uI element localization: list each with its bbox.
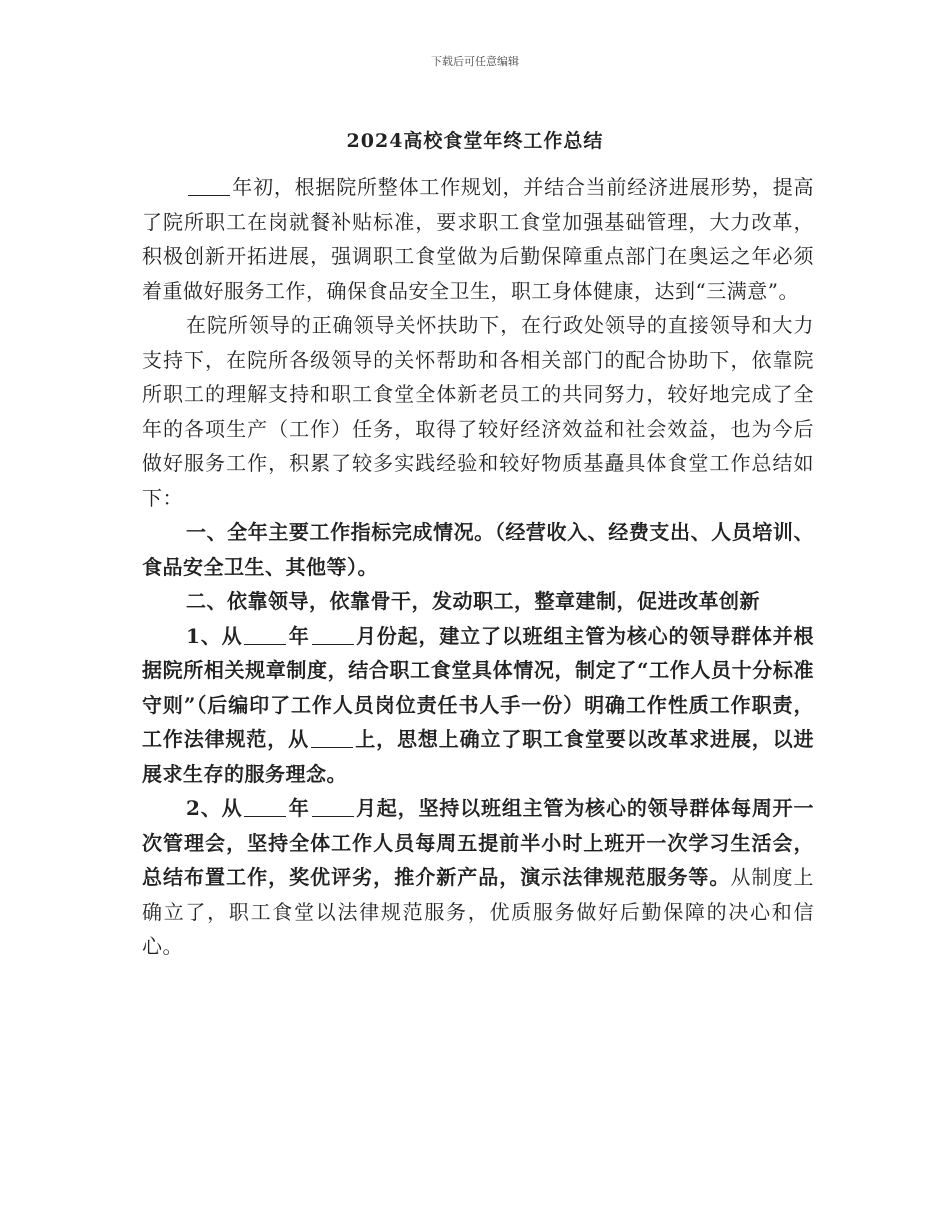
- item-2-text-d: 从制度上确立了，职工食堂以法律规范服务，优质服务做好后勤保障的决心和信心。: [142, 865, 815, 958]
- item-1-text-a: 1、从: [186, 623, 243, 648]
- section-heading-2: 二、依靠领导，依靠骨干，发动职工，整章建制，促进改革创新: [186, 589, 760, 613]
- blank-underline: [244, 624, 286, 645]
- item-2-text-c: 月起，坚持以班组主管为核心的领导群体每周开一次管理会，坚持全体工作人员每周五提前半小时上班开一次学习生活会，总结布置工作，奖优评劣，推介新产品，演示法律规范服务等。: [142, 796, 815, 889]
- paragraph-item-1: [142, 619, 814, 792]
- blank-underline: [311, 727, 353, 748]
- blank-underline: [312, 796, 354, 817]
- paragraph-item-2: [142, 791, 814, 964]
- blank-underline: [312, 624, 354, 645]
- paragraph-intro: [142, 170, 814, 308]
- document-title: 2024高校食堂年终工作总结: [346, 130, 604, 152]
- item-2-text-b: 年: [288, 796, 310, 820]
- item-1-text-d: 上，思想上确立了职工食堂要以改革求进展，以进展求生存的服务理念。: [142, 727, 815, 786]
- item-1-text-c: 月份起，建立了以班组主管为核心的领导群体并根据院所相关规章制度，结合职工食堂具体情况，制定了“工作人员十分标准守则”（后编印了工作人员岗位责任书人手一份）明确工作性质工作职责，工作法律规范，从: [142, 623, 815, 751]
- paragraph-support: 在院所领导的正确领导关怀扶助下，在行政处领导的直接领导和大力支持下，在院所各级领导的关怀帮助和各相关部门的配合协助下，依靠院所职工的理解支持和职工食堂全体新老员工的共同努力，较好地完成了全年的各项生产（工作）任务，取得了较好经济效益和社会效益，也为今后做好服务工作，积累了较多实践经验和较好物质基矗具体食堂工作总结如下：: [142, 313, 814, 510]
- item-2-text-a: 2、从: [186, 796, 243, 820]
- page-header-note: 下载后可任意编辑: [431, 55, 519, 68]
- section-heading-1: 一、全年主要工作指标完成情况。（经营收入、经费支出、人员培训、食品安全卫生、其他等）。: [142, 520, 814, 579]
- document-body: [142, 170, 814, 964]
- blank-underline: [244, 796, 286, 817]
- paragraph-intro-text: 年初，根据院所整体工作规划，并结合当前经济进展形势，提高了院所职工在岗就餐补贴标准，要求职工食堂加强基础管理，大力改革，积极创新开拓进展，强调职工食堂做为后勤保障重点部门在奥运之年必须着重做好服务工作，确保食品安全卫生，职工身体健康，达到“三满意”。: [142, 175, 814, 303]
- blank-underline: [188, 175, 230, 196]
- item-1-text-b: 年: [288, 623, 310, 648]
